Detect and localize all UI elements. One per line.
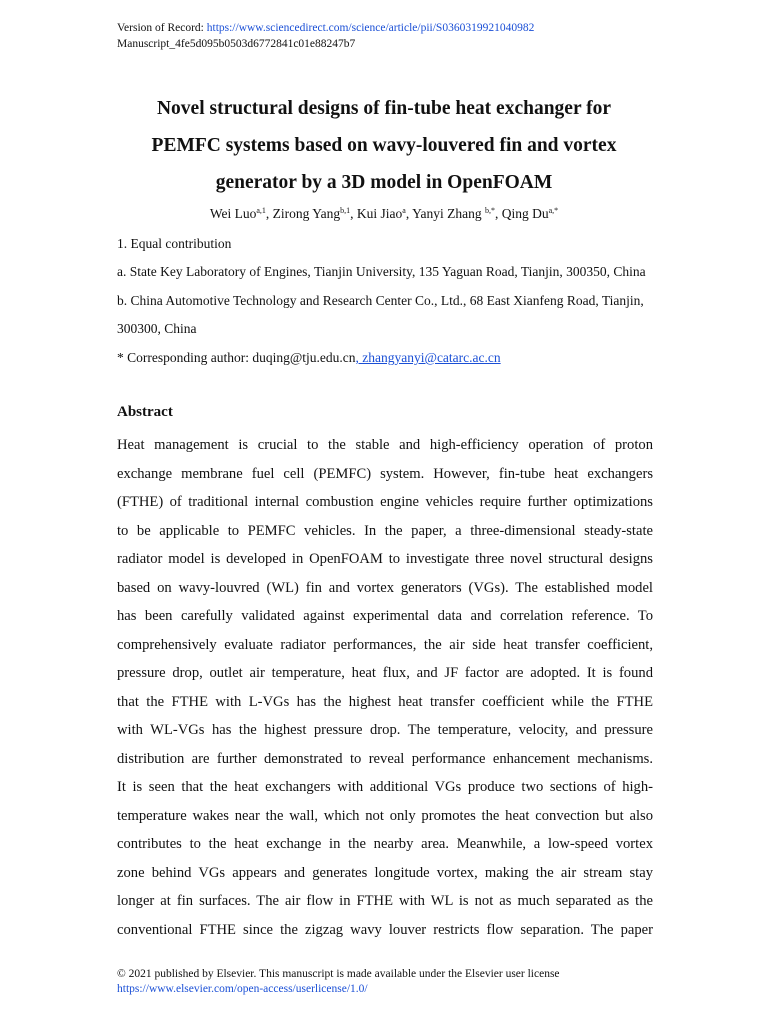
author-separator: ,: [265, 206, 273, 221]
abstract-line: based on wavy-louvred (WL) fin and vortex generators (VGs). The established model: [117, 579, 653, 596]
abstract-body: [117, 431, 653, 944]
author-affiliation-mark: a: [402, 206, 406, 215]
version-of-record-link[interactable]: https://www.sciencedirect.com/science/article/pii/S0360319921040982: [206, 22, 535, 34]
abstract-line: exchange membrane fuel cell (PEMFC) system. However, fin-tube heat exchangers: [117, 465, 653, 482]
abstract-line: has been carefully validated against experimental data and correlation reference. To: [117, 608, 653, 624]
affiliation-b-continued: 300300, China: [117, 321, 197, 336]
page-footer: [117, 967, 560, 997]
equal-contribution-note: 1. Equal contribution: [117, 236, 232, 251]
author-affiliation-mark: b,1: [340, 206, 351, 215]
version-label: Version of Record:: [117, 22, 207, 34]
license-text: © 2021 published by Elsevier. This manuscript is made available under the Elsevier user license: [117, 968, 560, 980]
paper-title: [60, 90, 708, 201]
title-line: PEMFC systems based on wavy-louvered fin and vortex: [151, 135, 617, 156]
license-link[interactable]: https://www.elsevier.com/open-access/userlicense/1.0/: [117, 983, 368, 995]
corresponding-email-link[interactable]: , zhangyanyi@catarc.ac.cn: [355, 350, 501, 365]
manuscript-id: Manuscript_4fe5d095b0503d6772841c01e88247b7: [117, 38, 356, 50]
author-separator: ,: [495, 206, 502, 221]
author-name: Zirong Yang: [272, 206, 341, 221]
author-name: Kui Jiao: [356, 206, 403, 221]
author-name: Qing Du: [501, 206, 549, 221]
version-of-record: [117, 20, 534, 36]
page-header: [117, 20, 534, 52]
author-separator: ,: [350, 206, 357, 221]
abstract-heading: Abstract: [117, 404, 173, 420]
abstract-line: It is seen that the heat exchangers with additional VGs produce two sections of high-: [117, 779, 653, 795]
author-affiliation-mark: b,*: [485, 206, 495, 215]
abstract-line: with WL-VGs has the highest pressure drop. The temperature, velocity, and pressure: [117, 722, 653, 738]
abstract-line: longer at fin surfaces. The air flow in FTHE with WL is not as much separated as the: [117, 893, 653, 909]
abstract-line: radiator model is developed in OpenFOAM to investigate three novel structural designs: [117, 551, 653, 567]
abstract-line: contributes to the heat exchange in the nearby area. Meanwhile, a low-speed vortex: [117, 836, 653, 852]
title-line: generator by a 3D model in OpenFOAM: [215, 172, 553, 193]
affiliation-a: a. State Key Laboratory of Engines, Tianjin University, 135 Yaguan Road, Tianjin, 300350, China: [117, 264, 646, 279]
abstract-line: to be applicable to PEMFC vehicles. In the paper, a three-dimensional steady-state: [117, 522, 653, 539]
abstract-line: that the FTHE with L-VGs has the highest heat transfer coefficient while the FTHE: [117, 693, 653, 710]
author-list: [60, 204, 708, 224]
abstract-line: distribution are further demonstrated to reveal performance enhancement mechanisms.: [117, 750, 653, 767]
corresponding-author-text: * Corresponding author: duqing@tju.edu.cn: [117, 350, 356, 365]
title-line: Novel structural designs of fin-tube heat exchanger for: [156, 98, 612, 119]
abstract-line: conventional FTHE since the zigzag wavy louver restricts flow separation. The paper: [117, 921, 653, 938]
affiliation-b: b. China Automotive Technology and Research Center Co., Ltd., 68 East Xianfeng Road, Tianjin,: [117, 293, 644, 308]
author-name: Yanyi Zhang: [412, 206, 485, 221]
author-affiliation-mark: a,1: [256, 206, 266, 215]
author-name: Wei Luo: [209, 206, 257, 221]
corresponding-author: [117, 344, 657, 372]
author-affiliation-mark: a,*: [548, 206, 559, 215]
abstract-line: (FTHE) of traditional internal combustion engine vehicles require further optimizations: [117, 494, 653, 510]
abstract-line: Heat management is crucial to the stable and high-efficiency operation of proton: [117, 437, 653, 453]
abstract-line: temperature wakes near the wall, which not only promotes the heat convection but also: [117, 807, 653, 824]
author-separator: ,: [405, 206, 413, 221]
abstract-line: comprehensively evaluate radiator performances, the air side heat transfer coefficient,: [117, 636, 653, 653]
abstract-line: zone behind VGs appears and generates longitude vortex, making the air stream stay: [117, 864, 653, 881]
abstract-line: pressure drop, outlet air temperature, heat flux, and JF factor are adopted. It is found: [117, 665, 653, 681]
